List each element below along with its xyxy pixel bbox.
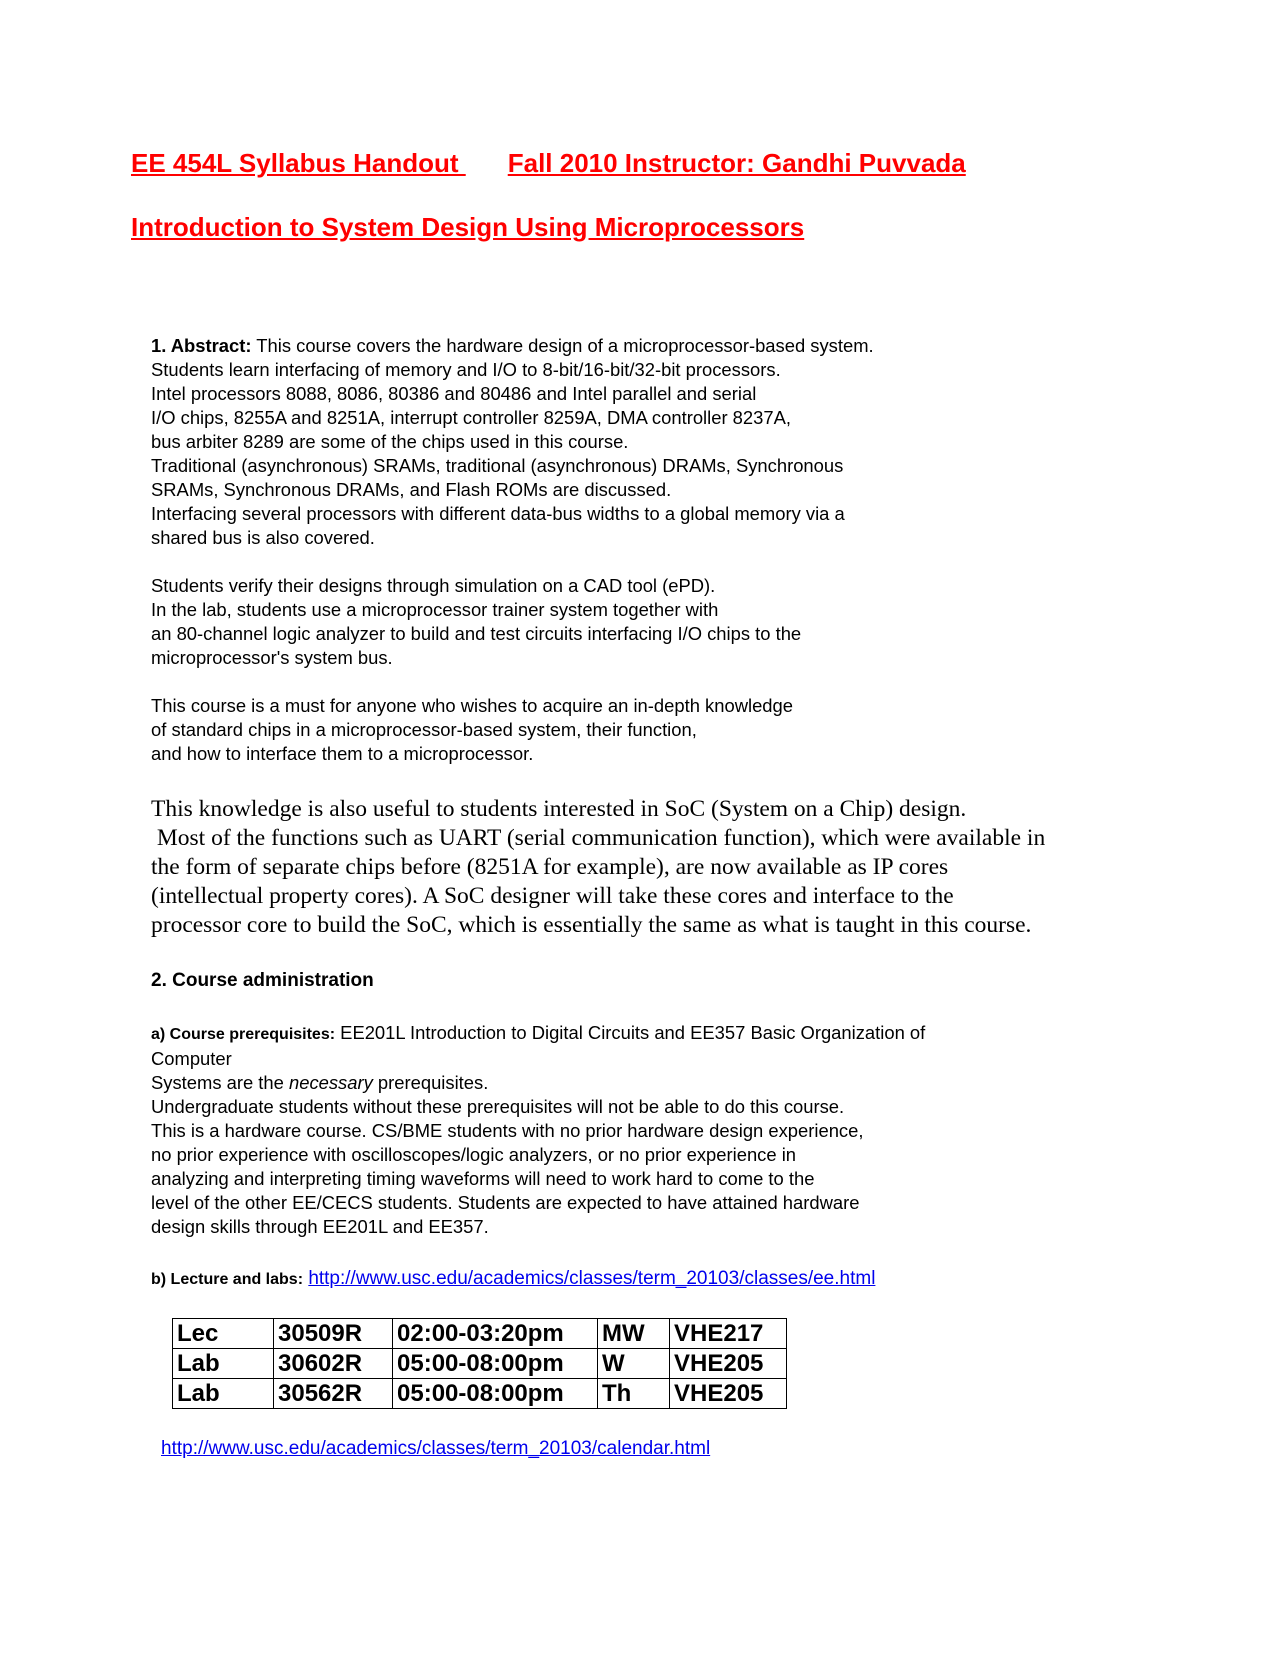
table-row — [173, 1379, 787, 1409]
table-cell: Lab — [173, 1379, 274, 1409]
soc-paragraph: This knowledge is also useful to students interested in SoC (System on a Chip) design. Most of the functions such as UART (serial communication function), which were available in the form of separate chips before (8251A for example), are now available as IP cores (intellectual property cores). A SoC designer will take these cores and interface to the processor core to build the SoC, which is essentially the same as what is taught in this course. — [151, 796, 1046, 938]
abstract-line: SRAMs, Synchronous DRAMs, and Flash ROMs are discussed. — [151, 479, 672, 500]
table-cell: VHE205 — [670, 1349, 787, 1379]
table-cell: MW — [598, 1319, 670, 1349]
abstract-line: 1. Abstract: This course covers the hardware design of a microprocessor-based system. — [151, 335, 874, 356]
table-cell: 05:00-08:00pm — [393, 1379, 598, 1409]
abstract-line: bus arbiter 8289 are some of the chips used in this course. — [151, 431, 629, 452]
schedule-table — [172, 1318, 787, 1409]
calendar-link[interactable]: http://www.usc.edu/academics/classes/term_20103/calendar.html — [161, 1438, 711, 1459]
table-cell: 30509R — [274, 1319, 393, 1349]
abstract-line: shared bus is also covered. — [151, 527, 375, 548]
table-cell: 05:00-08:00pm — [393, 1349, 598, 1379]
abstract-label: 1. Abstract: — [151, 335, 252, 356]
table-cell: W — [598, 1349, 670, 1379]
table-cell: Lab — [173, 1349, 274, 1379]
lecture-labs-label: b) Lecture and labs: — [151, 1271, 304, 1288]
abstract-paragraph-3: This course is a must for anyone who wishes to acquire an in-depth knowledge of standard chips in a microprocessor-based system, their function, and how to interface them to a microprocessor. — [151, 695, 793, 764]
classes-link[interactable]: http://www.usc.edu/academics/classes/term_20103/classes/ee.html — [308, 1268, 876, 1289]
table-cell: VHE205 — [670, 1379, 787, 1409]
abstract-line: Traditional (asynchronous) SRAMs, traditional (asynchronous) DRAMs, Synchronous — [151, 455, 844, 476]
page-title — [131, 148, 966, 179]
abstract-line: Interfacing several processors with different data-bus widths to a global memory via a — [151, 503, 845, 524]
table-cell: VHE217 — [670, 1319, 787, 1349]
abstract-paragraph-2: Students verify their designs through simulation on a CAD tool (ePD). In the lab, students use a microprocessor trainer system together with an 80-channel logic analyzer to build and test circuits interfacing I/O chips to the microprocessor's system bus. — [151, 575, 802, 668]
table-cell: 30602R — [274, 1349, 393, 1379]
prereq-label: a) Course prerequisites: — [151, 1026, 336, 1043]
prerequisites-paragraph: a) Course prerequisites: EE201L Introduction to Digital Circuits and EE357 Basic Organization of Computer Systems are the necessary prerequisites. Undergraduate students without these prerequisites will not be able to do this course. This is a hardware course. CS/BME students with no prior hardware design experience, no prior experience with oscilloscopes/logic analyzers, or no prior experience in analyzing and interpreting timing waveforms will need to work hard to come to the level of the other EE/CECS students. Students are expected to have attained hardware design skills through EE201L and EE357. — [151, 1022, 926, 1237]
section-heading-admin: 2. Course administration — [151, 970, 374, 991]
table-cell: Th — [598, 1379, 670, 1409]
table-row — [173, 1319, 787, 1349]
table-row — [173, 1349, 787, 1379]
abstract-line: Students learn interfacing of memory and I/O to 8-bit/16-bit/32-bit processors. — [151, 359, 781, 380]
title-course: EE 454L Syllabus Handout — [131, 148, 466, 178]
table-cell: Lec — [173, 1319, 274, 1349]
page-subtitle: Introduction to System Design Using Microprocessors — [131, 212, 805, 242]
table-cell: 30562R — [274, 1379, 393, 1409]
abstract-line: I/O chips, 8255A and 8251A, interrupt controller 8259A, DMA controller 8237A, — [151, 407, 791, 428]
abstract-line: Intel processors 8088, 8086, 80386 and 80486 and Intel parallel and serial — [151, 383, 757, 404]
title-term-instructor: Fall 2010 Instructor: Gandhi Puvvada — [507, 148, 966, 178]
lecture-labs-line — [151, 1268, 875, 1290]
abstract-paragraph-1 — [151, 334, 1161, 550]
table-cell: 02:00-03:20pm — [393, 1319, 598, 1349]
